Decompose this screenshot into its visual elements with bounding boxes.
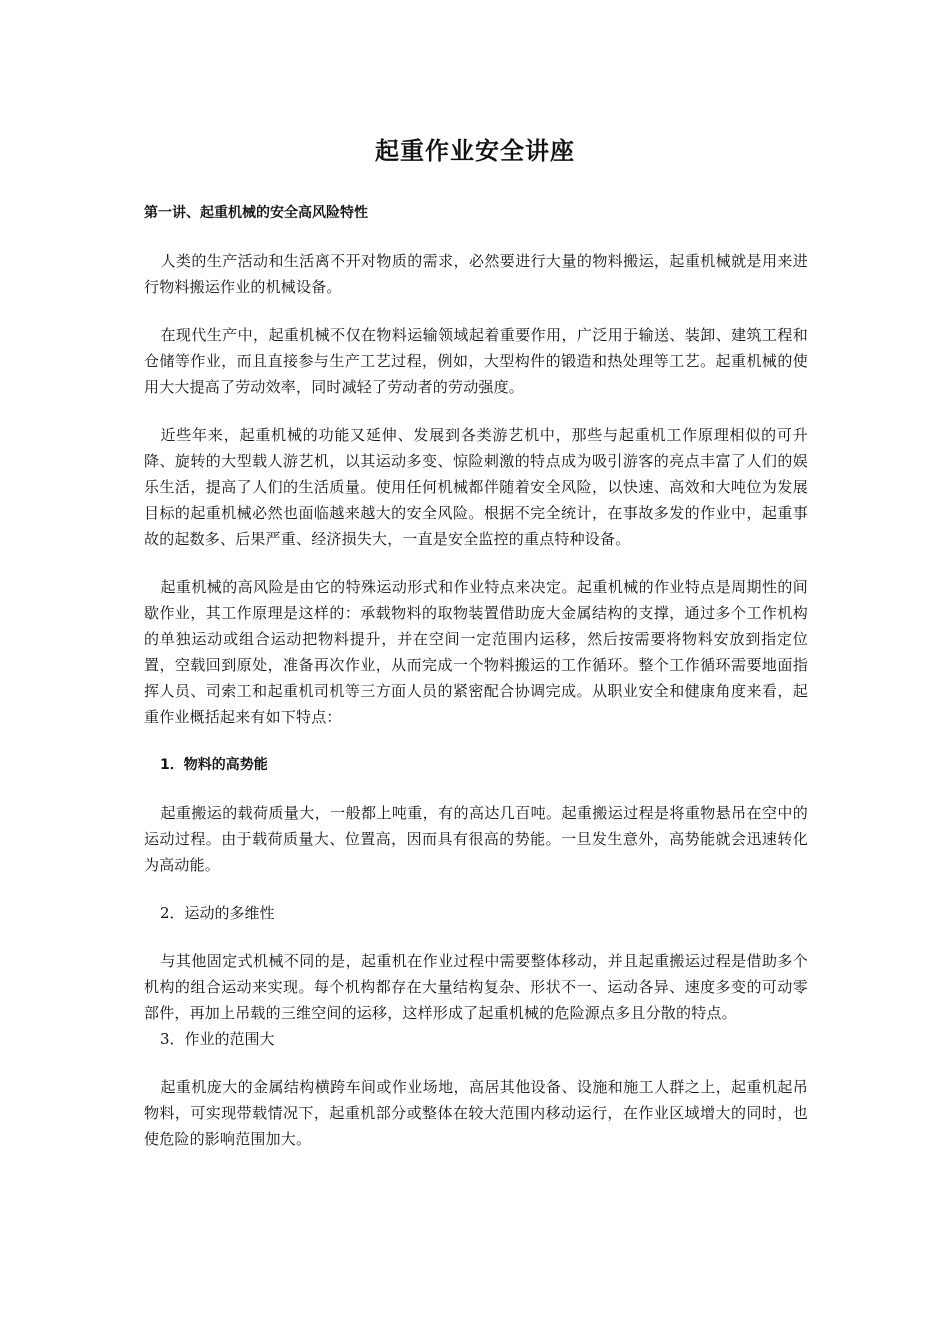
paragraph-3: 近些年来，起重机械的功能又延伸、发展到各类游艺机中，那些与起重机工作原理相似的可升降、旋转的大型载人游艺机，以其运动多变、惊险刺激的特点成为吸引游客的亮点丰富了人们的娱乐生活，提高了人们的生活质量。使用任何机械都伴随着安全风险，以快速、高效和大吨位为发展目标的起重机械必然也面临越来越大的安全风险。根据不完全统计，在事故多发的作业中，起重事故的起数多、后果严重、经济损失大，一直是安全监控的重点特种设备。 <box>144 426 808 548</box>
paragraph-5: 起重搬运的载荷质量大，一般都上吨重，有的高达几百吨。起重搬运过程是将重物悬吊在空中的运动过程。由于载荷质量大、位置高，因而具有很高的势能。一旦发生意外，高势能就会迅速转化为高动能。 <box>144 804 808 874</box>
section-heading: 第一讲、起重机械的安全高风险特性 <box>144 205 368 221</box>
paragraph-1: 人类的生产活动和生活离不开对物质的需求，必然要进行大量的物料搬运，起重机械就是用来进行物料搬运作业的机械设备。 <box>144 252 808 296</box>
paragraph-7: 起重机庞大的金属结构横跨车间或作业场地，高居其他设备、设施和施工人群之上，起重机起吊物料，可实现带载情况下，起重机部分或整体在较大范围内移动运行，在作业区域增大的同时，也使危险的影响范围加大。 <box>144 1078 808 1148</box>
list-item-1-heading: 1．物料的高势能 <box>160 757 268 773</box>
paragraph-4: 起重机械的高风险是由它的特殊运动形式和作业特点来决定。起重机械的作业特点是周期性的间歇作业，其工作原理是这样的：承载物料的取物装置借助庞大金属结构的支撑，通过多个工作机构的单独运动或组合运动把物料提升，并在空间一定范围内运移，然后按需要将物料安放到指定位置，空载回到原处，准备再次作业，从而完成一个物料搬运的工作循环。整个工作循环需要地面指挥人员、司索工和起重机司机等三方面人员的紧密配合协调完成。从职业安全和健康角度来看，起重作业概括起来有如下特点： <box>144 578 808 726</box>
paragraph-2: 在现代生产中，起重机械不仅在物料运输领域起着重要作用，广泛用于输送、装卸、建筑工程和仓储等作业，而且直接参与生产工艺过程，例如，大型构件的锻造和热处理等工艺。起重机械的使用大大提高了劳动效率，同时减轻了劳动者的劳动强度。 <box>144 326 808 396</box>
list-item-3-heading: 3．作业的范围大 <box>160 1030 275 1048</box>
paragraph-6: 与其他固定式机械不同的是，起重机在作业过程中需要整体移动，并且起重搬运过程是借助多个机构的组合运动来实现。每个机构都存在大量结构复杂、形状不一、运动各异、速度多变的可动零部件，再加上吊载的三维空间的运移，这样形成了起重机械的危险源点多且分散的特点。 <box>144 952 808 1022</box>
document-title: 起重作业安全讲座 <box>375 137 575 165</box>
list-item-2-heading: 2．运动的多维性 <box>160 904 275 922</box>
document-body <box>144 200 808 1152</box>
